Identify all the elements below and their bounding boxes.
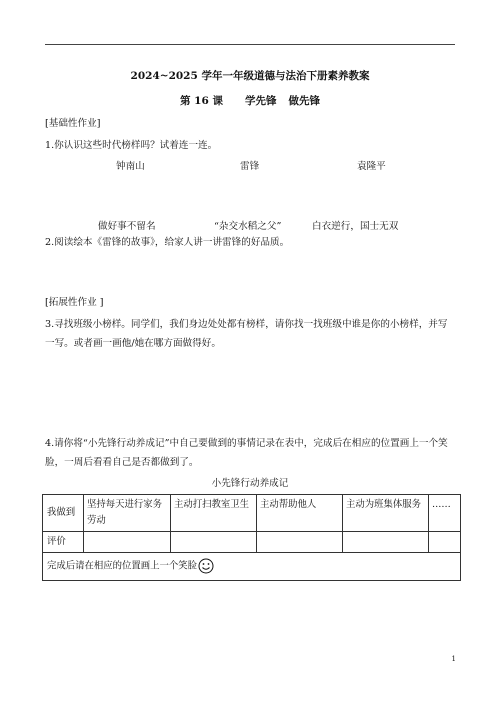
action-cell: 坚持每天进行家务劳动 — [84, 495, 171, 532]
q2-prompt: 2.阅读绘本《雷锋的故事》，给家人讲一讲雷锋的好品质。 — [45, 237, 290, 248]
action-tracker-table — [42, 494, 461, 581]
smiley-face-icon — [198, 558, 214, 574]
page-number: 1 — [451, 655, 456, 663]
action-cell: …… — [429, 495, 461, 532]
row-label-evaluation: 评价 — [43, 532, 84, 553]
document-title: 2024~2025 学年一年级道德与法治下册素养教案 — [130, 70, 370, 82]
description-hybrid-rice: “杂交水稻之父” — [214, 221, 282, 232]
footer-note-cell — [43, 553, 461, 581]
q1-prompt: 1.你认识这些时代榜样吗？试着连一连。 — [45, 140, 218, 151]
action-cell: 主动帮助他人 — [257, 495, 343, 532]
action-cell: 主动为班集体服务 — [343, 495, 429, 532]
person-lei-feng: 雷锋 — [240, 161, 260, 172]
footer-note: 完成后请在相应的位置画上一个笑脸 — [47, 560, 198, 572]
section-extend-heading: [拓展性作业 ] — [45, 297, 104, 308]
person-zhong-nanshan: 钟南山 — [116, 161, 145, 172]
table-title: 小先锋行动养成记 — [211, 478, 289, 489]
lesson-title-b: 做先锋 — [288, 95, 320, 107]
evaluation-cell — [257, 532, 343, 553]
section-basic-heading: [基础性作业] — [45, 118, 101, 129]
evaluation-cell — [343, 532, 429, 553]
table-row — [43, 532, 461, 553]
evaluation-cell — [171, 532, 257, 553]
lesson-number: 第 16 课 — [180, 95, 223, 107]
q4-text: 4.请你将“小先锋行动养成记”中自己要做到的事情记录在表中，完成后在相应的位置画上一个笑脸，一周后看看自己是否都做到了。 — [45, 438, 448, 468]
lesson-heading — [0, 93, 500, 108]
table-row — [43, 495, 461, 532]
description-white-coat: 白衣逆行，国士无双 — [312, 221, 399, 232]
q3-text: 3.寻找班级小榜样。同学们，我们身边处处都有榜样，请你找一找班级中谁是你的小榜样，并写一写。或者画一画他/她在哪方面做得好。 — [45, 319, 448, 349]
description-anonymous-deeds: 做好事不留名 — [98, 221, 156, 232]
person-yuan-longping: 袁隆平 — [357, 161, 386, 172]
header-rule — [45, 44, 455, 45]
lesson-title-a: 学先锋 — [244, 95, 277, 107]
row-label-do: 我做到 — [43, 495, 84, 532]
table-row — [43, 553, 461, 581]
action-cell: 主动打扫教室卫生 — [171, 495, 257, 532]
evaluation-cell — [429, 532, 461, 553]
evaluation-cell — [84, 532, 171, 553]
